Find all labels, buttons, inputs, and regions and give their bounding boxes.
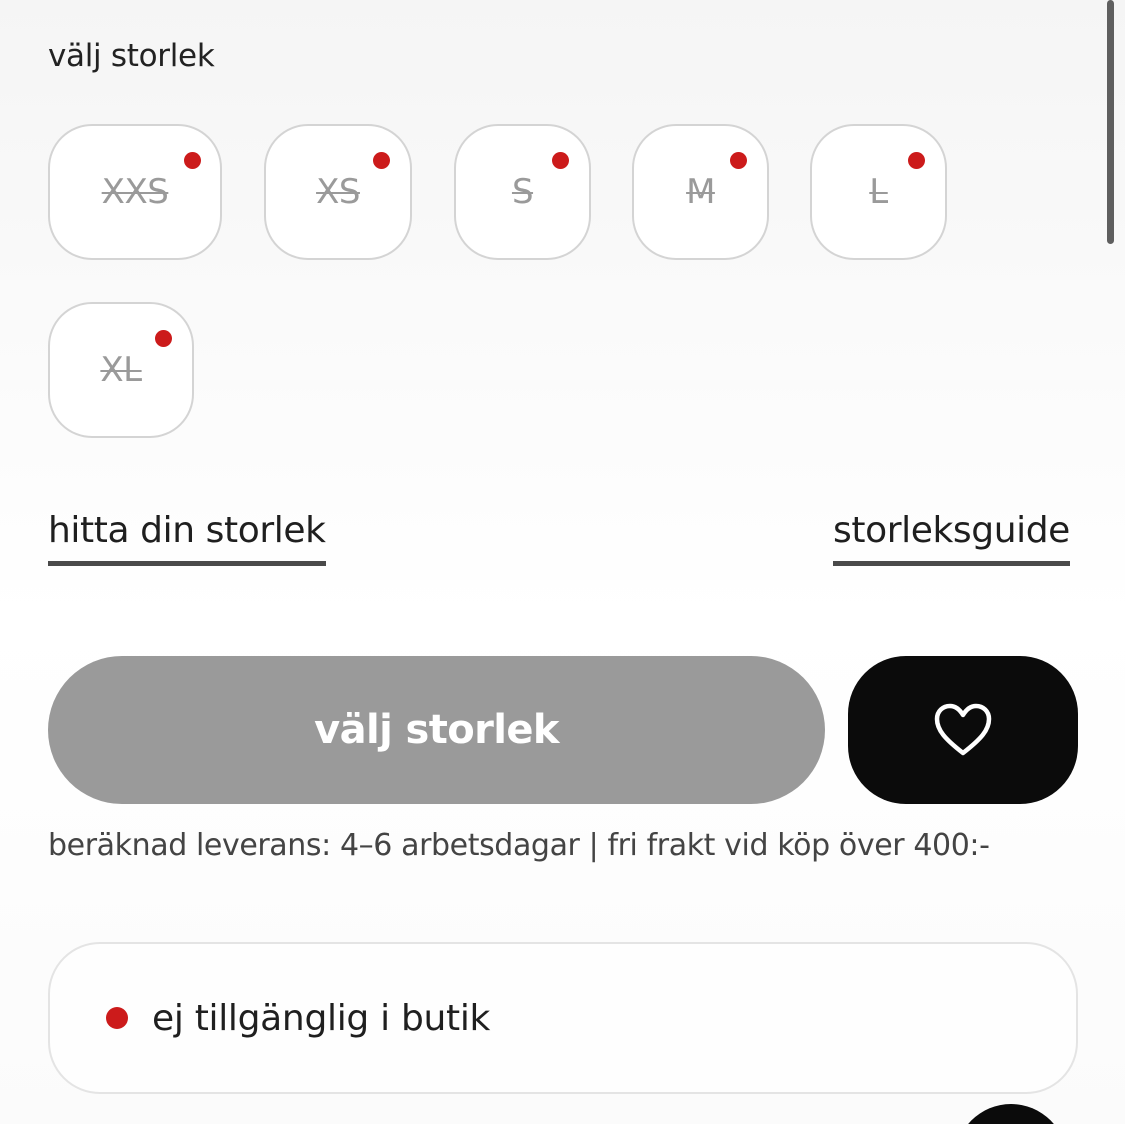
size-option-label: M	[686, 172, 715, 212]
floating-action-button[interactable]	[955, 1104, 1067, 1124]
size-option-label: S	[511, 172, 534, 212]
heart-icon	[933, 702, 993, 758]
size-option-label: XL	[100, 350, 142, 390]
delivery-info: beräknad leverans: 4–6 arbetsdagar | fri frakt vid köp över 400:-	[48, 828, 990, 863]
size-option-m[interactable]	[632, 124, 769, 260]
unavailable-dot-icon	[373, 152, 390, 169]
unavailable-dot-icon	[552, 152, 569, 169]
unavailable-dot-icon	[184, 152, 201, 169]
size-option-label: XS	[316, 172, 360, 212]
scrollbar[interactable]	[1107, 0, 1114, 244]
size-section-label: välj storlek	[48, 38, 215, 74]
unavailable-dot-icon	[730, 152, 747, 169]
size-option-label: XXS	[101, 172, 169, 212]
size-option-l[interactable]	[810, 124, 947, 260]
unavailable-dot-icon	[155, 330, 172, 347]
unavailable-dot-icon	[908, 152, 925, 169]
size-option-xl[interactable]	[48, 302, 194, 438]
size-option-xxs[interactable]	[48, 124, 222, 260]
select-size-button[interactable]: välj storlek	[48, 656, 825, 804]
favorite-button[interactable]	[848, 656, 1078, 804]
unavailable-dot-icon	[106, 1007, 128, 1029]
size-option-s[interactable]	[454, 124, 591, 260]
size-option-label: L	[869, 172, 888, 212]
store-availability-box	[48, 942, 1078, 1094]
size-option-xs[interactable]	[264, 124, 412, 260]
store-availability-text: ej tillgänglig i butik	[152, 997, 491, 1039]
size-guide-link[interactable]: storleksguide	[833, 510, 1070, 566]
find-your-size-link[interactable]: hitta din storlek	[48, 510, 326, 566]
